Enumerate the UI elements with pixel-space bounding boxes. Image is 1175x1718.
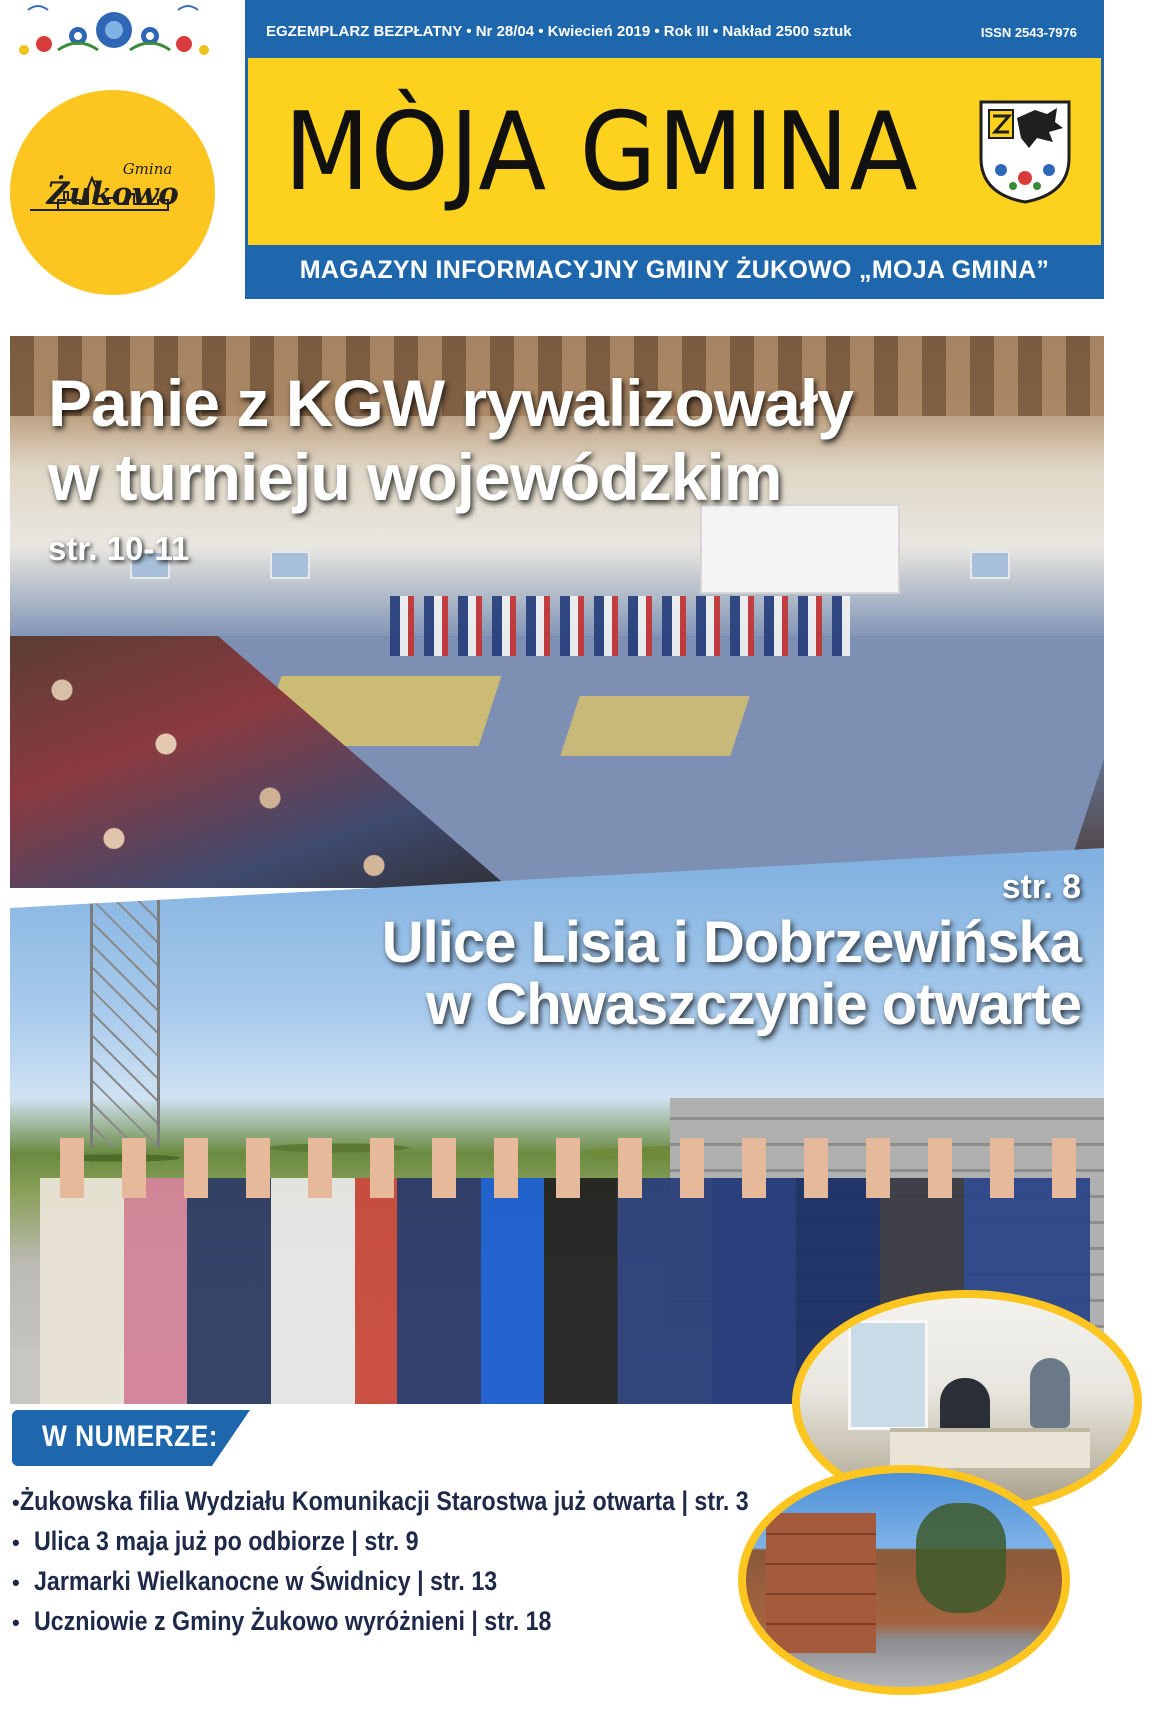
story2-page-ref: str. 8: [1001, 868, 1081, 906]
griffin-crest-icon: [977, 98, 1073, 206]
toc-list: [12, 1486, 812, 1646]
issue-info-bar: [248, 3, 1101, 58]
story2-headline-line1: Ulice Lisia i Dobrzewińska: [381, 910, 1081, 975]
bullet-icon: •: [12, 1530, 20, 1555]
toc-item: [12, 1566, 812, 1606]
toc-item-text: Żukowska filia Wydziału Komunikacji Starostwa już otwarta | str. 3: [19, 1486, 749, 1516]
toc-item: [12, 1526, 812, 1566]
toc-item: [12, 1486, 812, 1526]
toc-item-text: Ulica 3 maja już po odbiorze | str. 9: [34, 1526, 419, 1556]
magazine-subtitle: MAGAZYN INFORMACYJNY GMINY ŻUKOWO „MOJA GMINA”: [248, 245, 1101, 296]
story1-headline: [48, 366, 1048, 514]
issn-number: ISSN 2543-7976: [980, 25, 1077, 40]
bullet-icon: •: [12, 1490, 20, 1515]
folk-ornament-icon: [8, 0, 220, 66]
story2-headline-line2: w Chwaszczynie otwarte: [426, 972, 1081, 1037]
bullet-icon: •: [12, 1570, 20, 1595]
toc-item: [12, 1606, 812, 1646]
toc-item-text: Uczniowie z Gminy Żukowo wyróżnieni | str. 18: [34, 1606, 552, 1636]
bullet-icon: •: [12, 1610, 20, 1635]
logo-gmina-label: Gmina: [122, 159, 173, 178]
story1-page-ref: str. 10-11: [48, 530, 190, 567]
masthead: [245, 0, 1104, 299]
toc-title: W NUMERZE:: [42, 1420, 218, 1453]
story1-headline-line2: w turnieju wojewódzkim: [48, 440, 782, 514]
logo-town-name: Żukowo: [46, 175, 179, 212]
story1-headline-line1: Panie z KGW rywalizowały: [48, 366, 853, 440]
story2-headline: [181, 912, 1081, 1036]
issue-info: EGZEMPLARZ BEZPŁATNY • Nr 28/04 • Kwiecień 2019 • Rok III • Nakład 2500 sztuk: [266, 23, 852, 40]
magazine-title: MÒJA GMINA: [284, 90, 919, 215]
gmina-zukowo-logo: [10, 90, 215, 295]
title-area: [248, 58, 1101, 245]
toc-item-text: Jarmarki Wielkanocne w Świdnicy | str. 13: [34, 1566, 498, 1596]
